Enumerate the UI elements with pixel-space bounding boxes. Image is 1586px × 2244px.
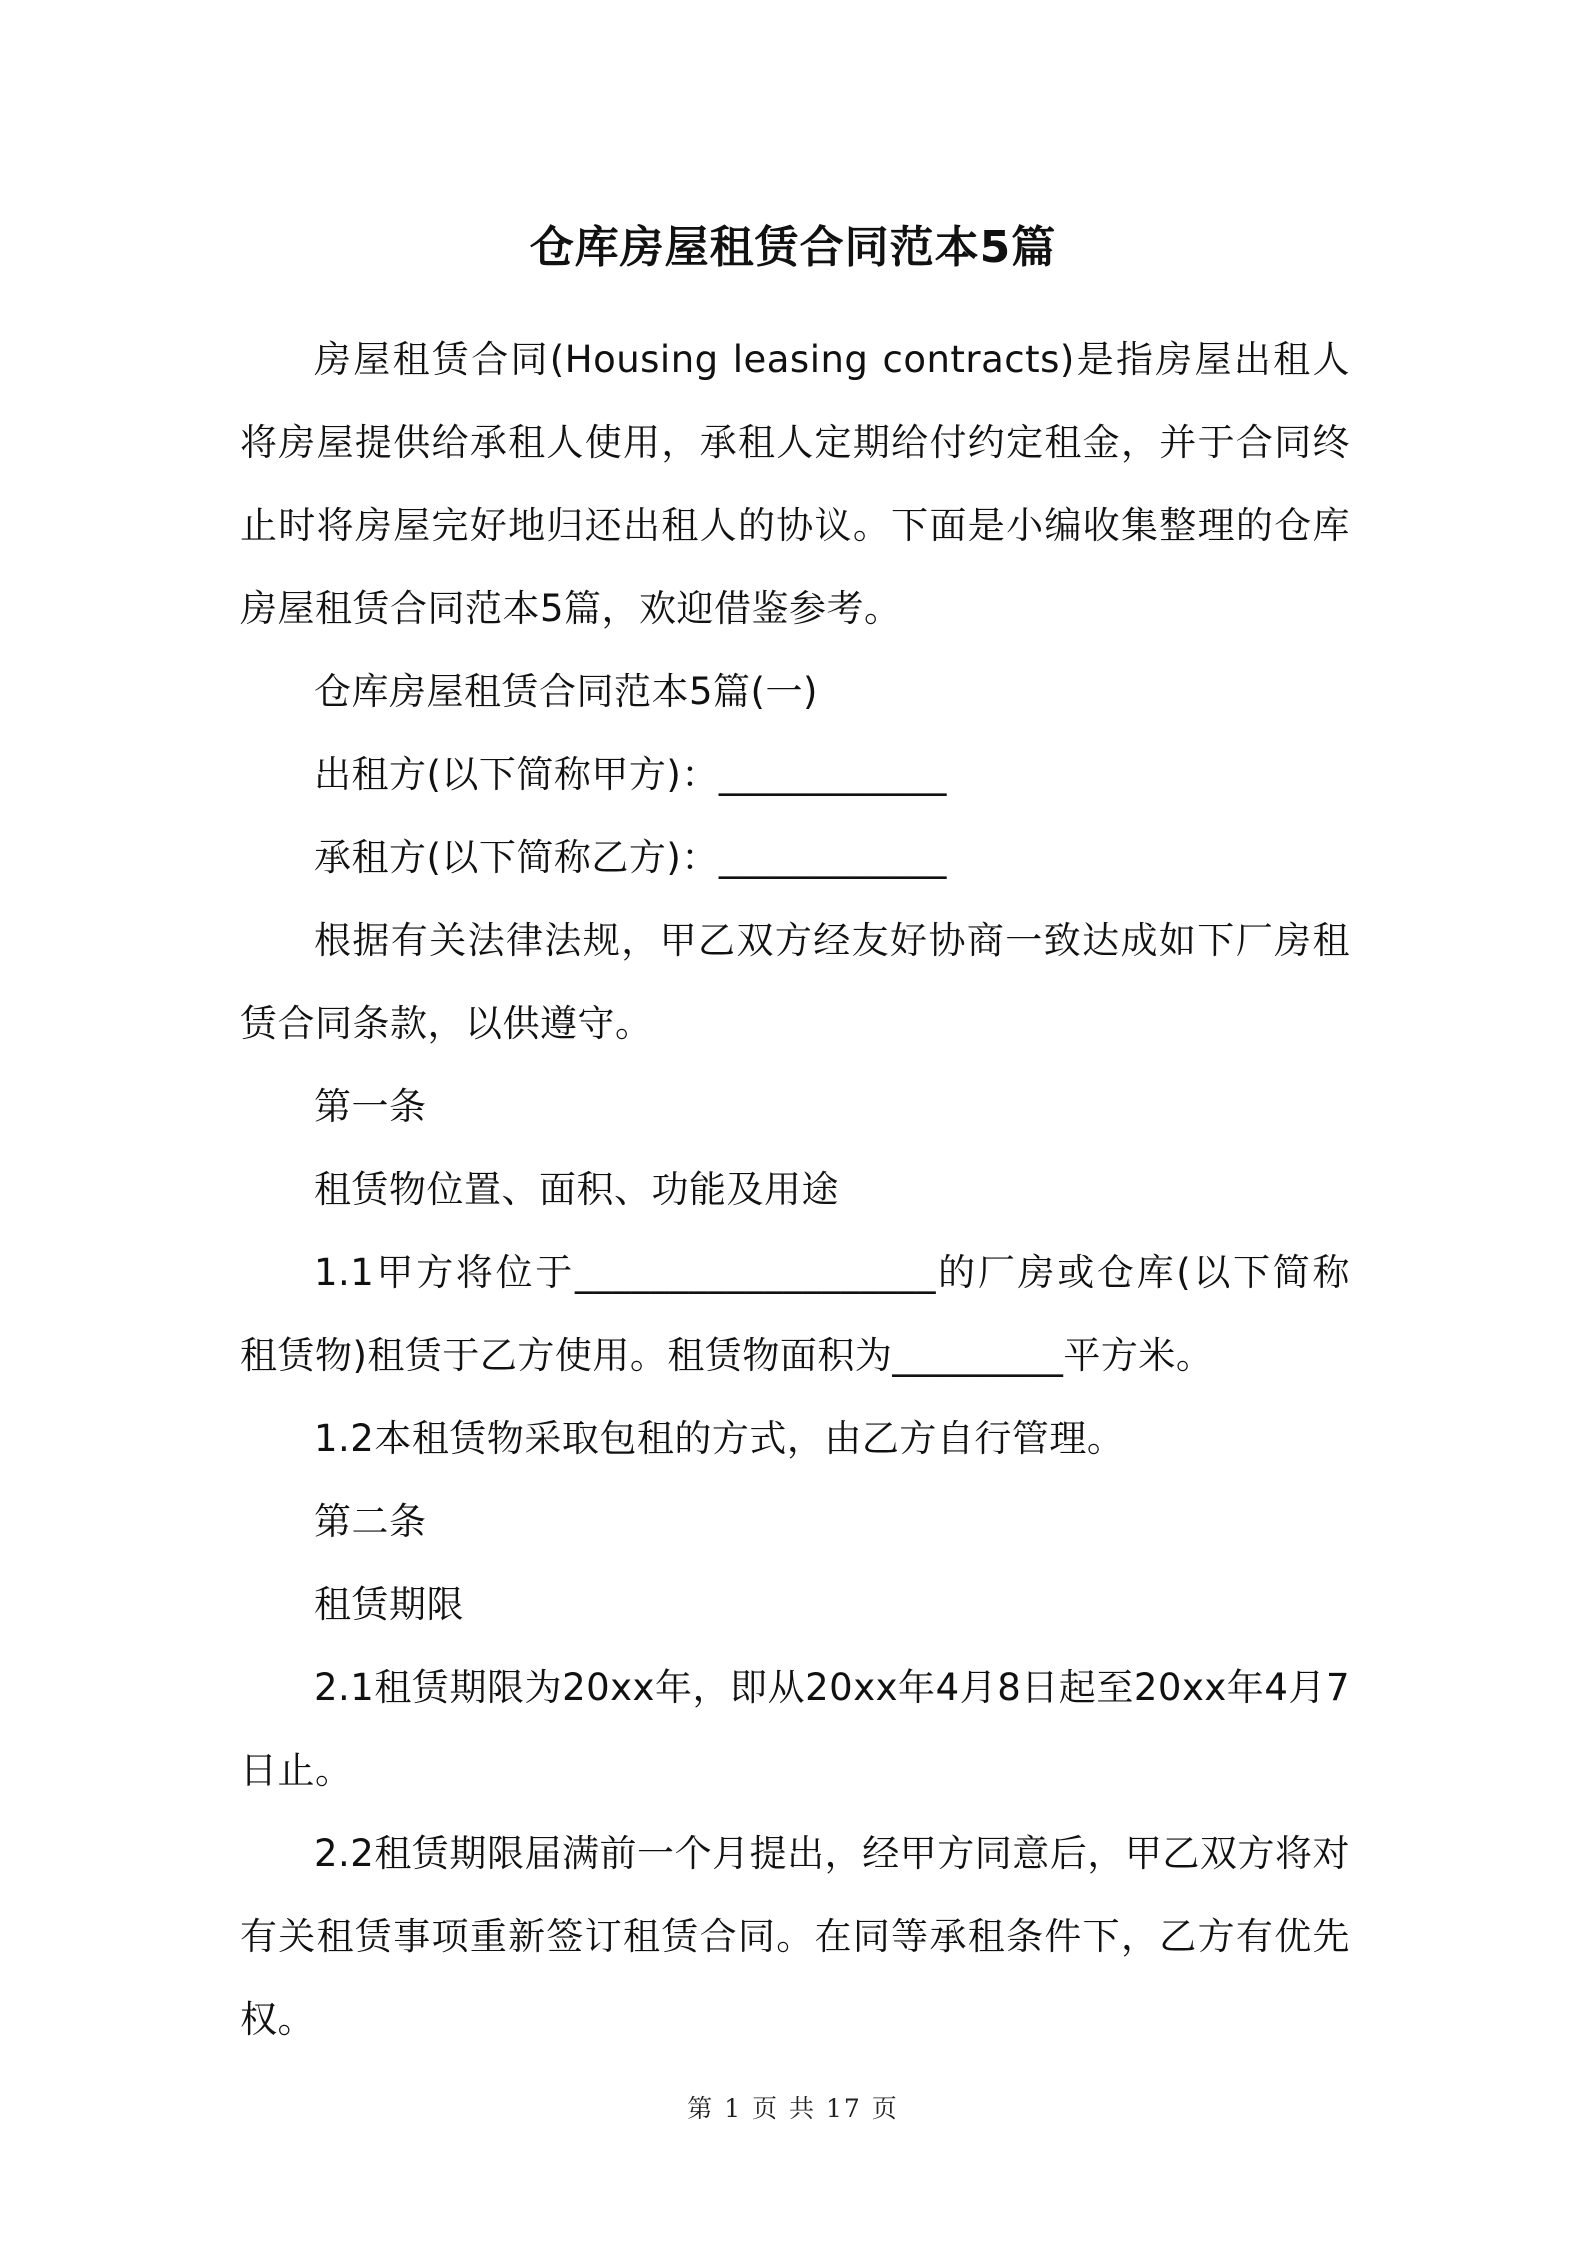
document-title: 仓库房屋租赁合同范本5篇 — [529, 222, 1057, 273]
clause-2-2: 2.2租赁期限届满前一个月提出，经甲方同意后，甲乙双方将对有关租赁事项重新签订租赁合同。在同等承租条件下，乙方有优先权。 — [240, 1832, 1350, 2041]
agreement-paragraph: 根据有关法律法规，甲乙双方经友好协商一致达成如下厂房租赁合同条款，以供遵守。 — [240, 919, 1350, 1045]
article-two-heading: 第二条 — [314, 1500, 427, 1543]
intro-paragraph: 房屋租赁合同(Housing leasing contracts)是指房屋出租人将房屋提供给承租人使用，承租人定期给付约定租金，并于合同终止时将房屋完好地归还出租人的协议。下面是小编收集整理的仓库房屋租赁合同范本5篇，欢迎借鉴参考。 — [240, 338, 1350, 630]
page-footer: 第 1 页 共 17 页 — [687, 2094, 899, 2123]
clause-2-1: 2.1租赁期限为20xx年，即从20xx年4月8日起至20xx年4月7日止。 — [240, 1666, 1350, 1792]
article-two-subtitle: 租赁期限 — [314, 1583, 464, 1626]
lessee-line: 承租方(以下简称乙方)：____________ — [314, 836, 947, 879]
clause-1-1: 1.1甲方将位于___________________的厂房或仓库(以下简称租赁物)租赁于乙方使用。租赁物面积为_________平方米。 — [240, 1251, 1350, 1377]
article-one-subtitle: 租赁物位置、面积、功能及用途 — [314, 1168, 839, 1211]
section-heading-contract-one: 仓库房屋租赁合同范本5篇(一) — [314, 670, 818, 713]
article-one-heading: 第一条 — [314, 1085, 427, 1128]
lessor-line: 出租方(以下简称甲方)：____________ — [314, 753, 947, 796]
clause-1-2: 1.2本租赁物采取包租的方式，由乙方自行管理。 — [314, 1417, 1125, 1460]
document-body — [240, 318, 1350, 2061]
